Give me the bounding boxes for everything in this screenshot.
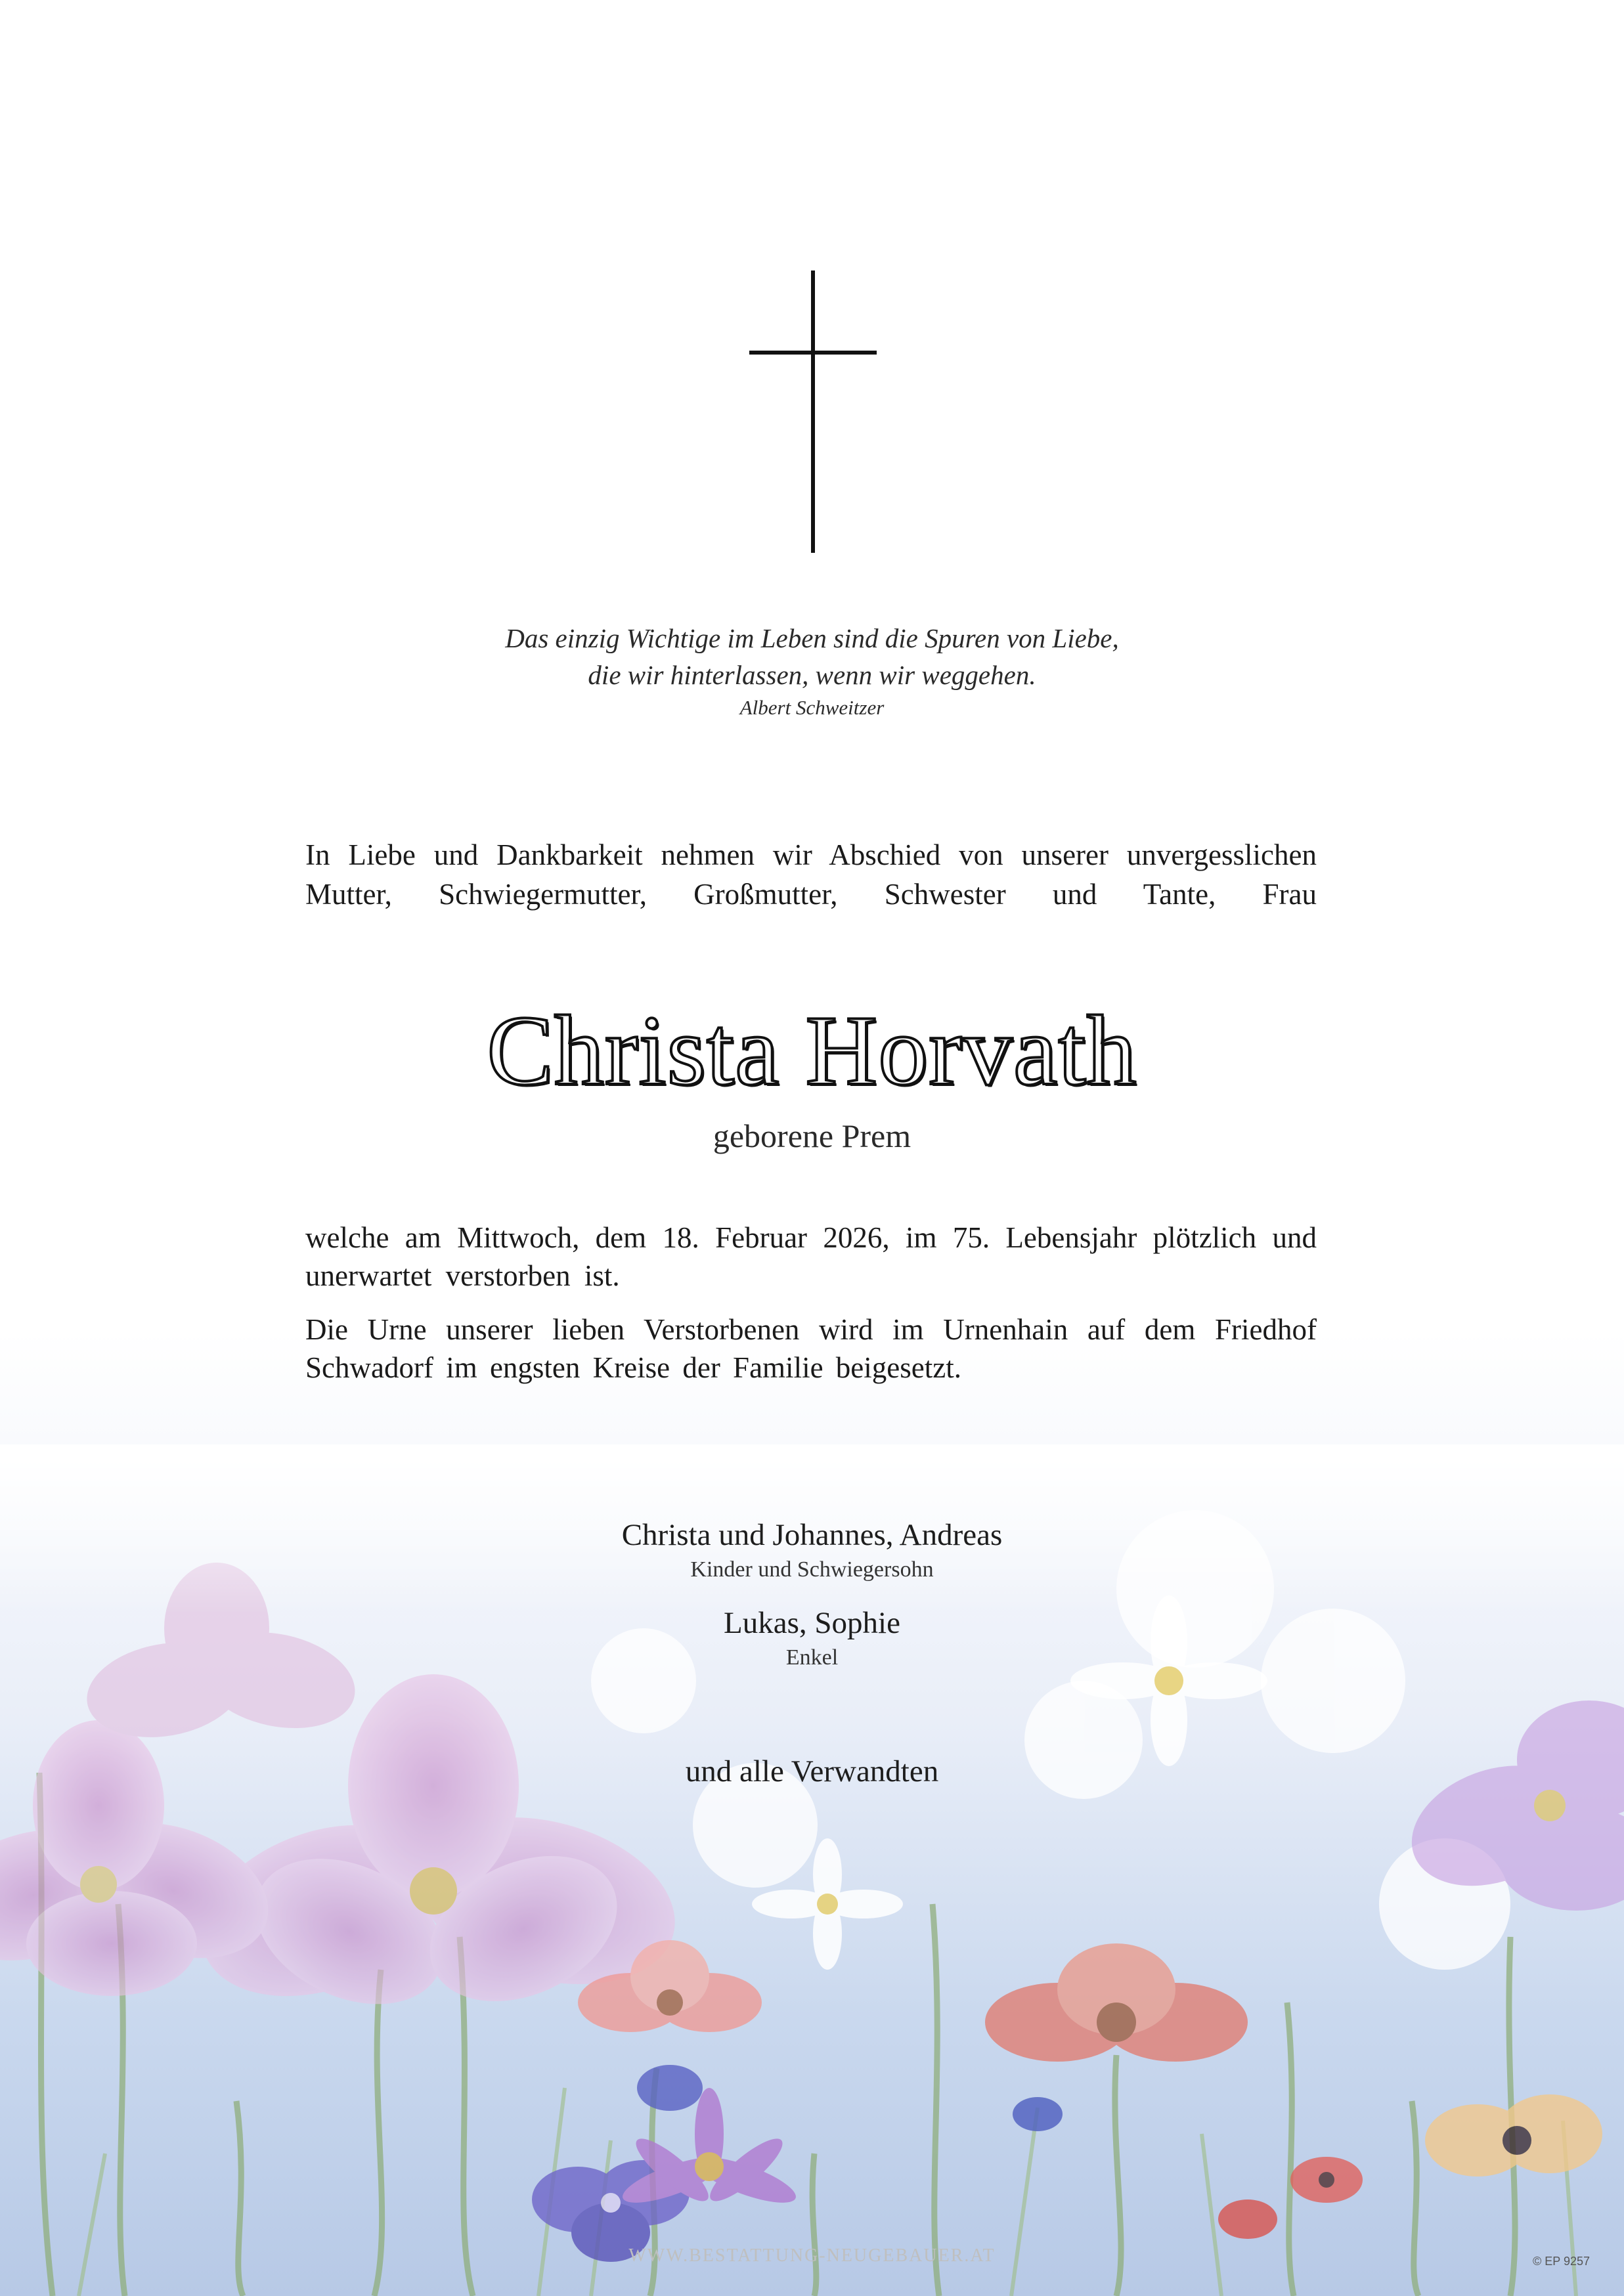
death-notice-line-1: welche am Mittwoch, dem 18. Februar 2026, im 75. Lebensjahr plötzlich und — [305, 1221, 1317, 1254]
funeral-home-website: WWW.BESTATTUNG-NEUGEBAUER.AT — [628, 2245, 996, 2266]
closing-relatives — [0, 1752, 1624, 1791]
death-notice — [305, 1219, 1317, 1295]
quote-block — [0, 620, 1624, 722]
quote-line-1: Das einzig Wichtige im Leben sind die Spuren von Liebe, — [505, 623, 1119, 653]
mourner-group-children — [0, 1515, 1624, 1585]
quote-author: Albert Schweitzer — [739, 696, 885, 719]
cross-icon — [749, 271, 877, 553]
quote-line-2: die wir hinterlassen, wenn wir weggehen. — [588, 660, 1036, 690]
intro-line-2: Mutter, Schwiegermutter, Großmutter, Schwester und Tante, Frau — [305, 878, 1317, 911]
burial-line-1: Die Urne unserer lieben Verstorbenen wird im Urnenhain auf dem Friedhof — [305, 1313, 1317, 1346]
template-code: © EP 9257 — [1533, 2255, 1590, 2268]
mourner-names: Lukas, Sophie — [724, 1606, 900, 1640]
mourner-group-grandchildren — [0, 1603, 1624, 1673]
death-notice-line-2: unerwartet verstorben ist. — [305, 1259, 620, 1292]
burial-notice — [305, 1310, 1317, 1387]
mourner-names: Christa und Johannes, Andreas — [621, 1518, 1003, 1552]
intro-text — [305, 835, 1317, 914]
maiden-name: geborene Prem — [713, 1117, 911, 1154]
burial-line-2: Schwadorf im engsten Kreise der Familie beigesetzt. — [305, 1351, 961, 1384]
closing-text: und alle Verwandten — [685, 1754, 939, 1788]
intro-line-1: In Liebe und Dankbarkeit nehmen wir Abschied von unserer unvergesslichen — [305, 838, 1317, 871]
mourner-relation: Kinder und Schwiegersohn — [690, 1557, 934, 1582]
mourner-relation: Enkel — [785, 1645, 839, 1670]
deceased-name: Christa Horvath — [487, 995, 1137, 1106]
